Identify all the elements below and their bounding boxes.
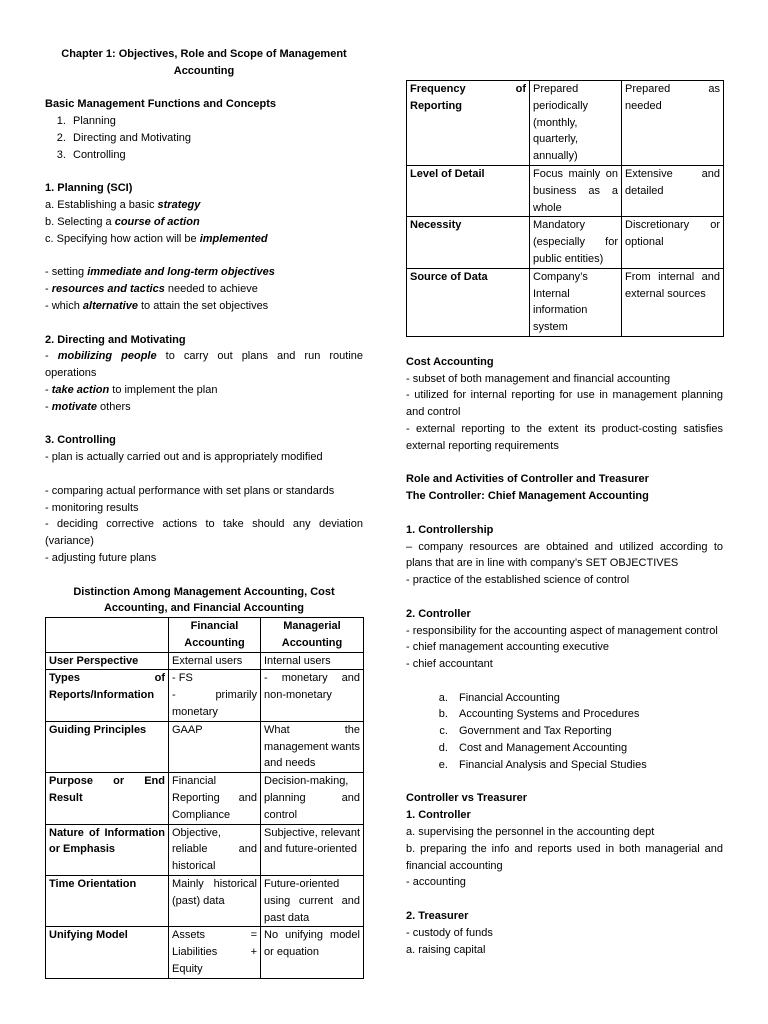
row-label: Source of Data <box>407 268 530 336</box>
managerial-cell: What the management wants and needs <box>261 721 364 772</box>
managerial-cell: From internal and external sources <box>622 268 724 336</box>
controller-line: - chief management accounting executive <box>406 641 610 654</box>
table-cell <box>46 618 169 653</box>
financial-cell: Mainly historical (past) data <box>169 876 261 927</box>
table-header-managerial: Managerial Accounting <box>261 618 364 653</box>
list-item: 2. Directing and Motivating <box>69 130 363 147</box>
vs-subheading: 1. Controller <box>406 809 471 822</box>
financial-cell: Mandatory (especially for public entities) <box>530 217 622 268</box>
table-row <box>407 81 724 166</box>
controllership-heading: 1. Controllership <box>406 523 494 536</box>
row-label: Purpose or End Result <box>46 773 169 824</box>
vs-line: a. supervising the personnel in the accounting dept <box>406 826 655 839</box>
vs-subheading: 2. Treasurer <box>406 910 469 923</box>
list-item: 3. Controlling <box>69 147 363 164</box>
directing-line: - motivate others <box>45 400 131 413</box>
managerial-cell: Future-oriented using current and past data <box>261 876 364 927</box>
table-row <box>46 876 364 927</box>
table-row <box>46 773 364 824</box>
vs-line: - accounting <box>406 876 466 889</box>
row-label: Time Orientation <box>46 876 169 927</box>
list-item: b. Accounting Systems and Procedures <box>451 706 723 723</box>
basic-list <box>45 113 363 163</box>
financial-cell: Objective, reliable and historical <box>169 824 261 875</box>
row-label: Guiding Principles <box>46 721 169 772</box>
cost-line: - utilized for internal reporting for use in management planning and control <box>406 389 723 419</box>
basic-heading: Basic Management Functions and Concepts <box>45 98 277 111</box>
managerial-cell: Decision-making, planning and control <box>261 773 364 824</box>
controlling-line: - deciding corrective actions to take should any deviation (variance) <box>45 518 363 548</box>
managerial-cell: No unifying model or equation <box>261 927 364 978</box>
controlling-line: - plan is actually carried out and is appropriately modified <box>45 451 323 464</box>
role-heading: Role and Activities of Controller and Treasurer <box>406 473 649 486</box>
table-row <box>407 165 724 216</box>
row-label: Nature of Information or Emphasis <box>46 824 169 875</box>
table-row <box>46 721 364 772</box>
page-title: Chapter 1: Objectives, Role and Scope of Management Accounting <box>61 48 347 77</box>
controlling-line: - monitoring results <box>45 501 139 514</box>
distinction-table-continued <box>406 80 724 337</box>
table-row <box>46 927 364 978</box>
financial-cell: External users <box>169 652 261 670</box>
controlling-line: - comparing actual performance with set plans or standards <box>45 484 335 497</box>
planning-line: - setting immediate and long-term objectives <box>45 266 275 279</box>
cost-line: - external reporting to the extent its product-costing satisfies external reporting requirements <box>406 422 723 452</box>
controllership-line: – company resources are obtained and utilized according to plans that are in line with company’s SET OBJECTIVES <box>406 540 723 570</box>
table-row <box>407 217 724 268</box>
managerial-cell: Internal users <box>261 652 364 670</box>
cost-heading: Cost Accounting <box>406 355 494 368</box>
planning-line: c. Specifying how action will be implemented <box>45 232 268 245</box>
directing-line: - mobilizing people to carry out plans and run routine operations <box>45 350 364 380</box>
planning-line: - resources and tactics needed to achieve <box>45 283 258 296</box>
row-label: Unifying Model <box>46 927 169 978</box>
list-item: a. Financial Accounting <box>451 690 723 707</box>
list-item: e. Financial Analysis and Special Studies <box>451 757 723 774</box>
controller-line: - responsibility for the accounting aspect of management control <box>406 624 718 637</box>
row-label: Frequency of Reporting <box>407 81 530 166</box>
directing-line: - take action to implement the plan <box>45 383 218 396</box>
financial-cell: Financial Reporting and Compliance <box>169 773 261 824</box>
row-label: Types of Reports/Information <box>46 670 169 721</box>
left-column <box>45 0 363 979</box>
managerial-cell: - monetary and non-monetary <box>261 670 364 721</box>
role-subheading: The Controller: Chief Management Accounting <box>406 490 649 503</box>
planning-heading: 1. Planning (SCI) <box>45 182 133 195</box>
financial-cell: Prepared periodically (monthly, quarterly, annually) <box>530 81 622 166</box>
right-column <box>406 0 723 958</box>
table-caption: Distinction Among Management Accounting, Cost Accounting, and Financial Accounting <box>73 585 335 615</box>
list-item: d. Cost and Management Accounting <box>451 740 723 757</box>
vs-heading: Controller vs Treasurer <box>406 792 528 805</box>
controlling-line: - adjusting future plans <box>45 551 157 564</box>
planning-line: a. Establishing a basic strategy <box>45 199 201 212</box>
table-row <box>46 670 364 721</box>
list-item: c. Government and Tax Reporting <box>451 723 723 740</box>
table-row <box>46 824 364 875</box>
controllership-line: - practice of the established science of control <box>406 574 630 587</box>
cost-line: - subset of both management and financial accounting <box>406 372 671 385</box>
table-header-financial: Financial Accounting <box>169 618 261 653</box>
financial-cell: Focus mainly on business as a whole <box>530 165 622 216</box>
controller-heading: 2. Controller <box>406 607 471 620</box>
directing-heading: 2. Directing and Motivating <box>45 333 186 346</box>
planning-line: - which alternative to attain the set objectives <box>45 299 269 312</box>
financial-cell: GAAP <box>169 721 261 772</box>
table-row <box>46 652 364 670</box>
row-label: Necessity <box>407 217 530 268</box>
financial-cell: - FS - primarily monetary <box>169 670 261 721</box>
managerial-cell: Discretionary or optional <box>622 217 724 268</box>
managerial-cell: Extensive and detailed <box>622 165 724 216</box>
financial-cell: Company’s Internal information system <box>530 268 622 336</box>
planning-line: b. Selecting a course of action <box>45 215 200 228</box>
table-header-row <box>46 618 364 653</box>
vs-line: a. raising capital <box>406 943 486 956</box>
controller-duties-list <box>406 690 723 774</box>
row-label: Level of Detail <box>407 165 530 216</box>
controlling-heading: 3. Controlling <box>45 434 116 447</box>
managerial-cell: Prepared as needed <box>622 81 724 166</box>
managerial-cell: Subjective, relevant and future-oriented <box>261 824 364 875</box>
controller-line: - chief accountant <box>406 658 493 671</box>
row-label: User Perspective <box>46 652 169 670</box>
vs-line: - custody of funds <box>406 926 493 939</box>
vs-line: b. preparing the info and reports used in both managerial and financial accounting <box>406 842 723 872</box>
distinction-table <box>45 617 364 979</box>
financial-cell: Assets = Liabilities + Equity <box>169 927 261 978</box>
table-row <box>407 268 724 336</box>
list-item: 1. Planning <box>69 113 363 130</box>
